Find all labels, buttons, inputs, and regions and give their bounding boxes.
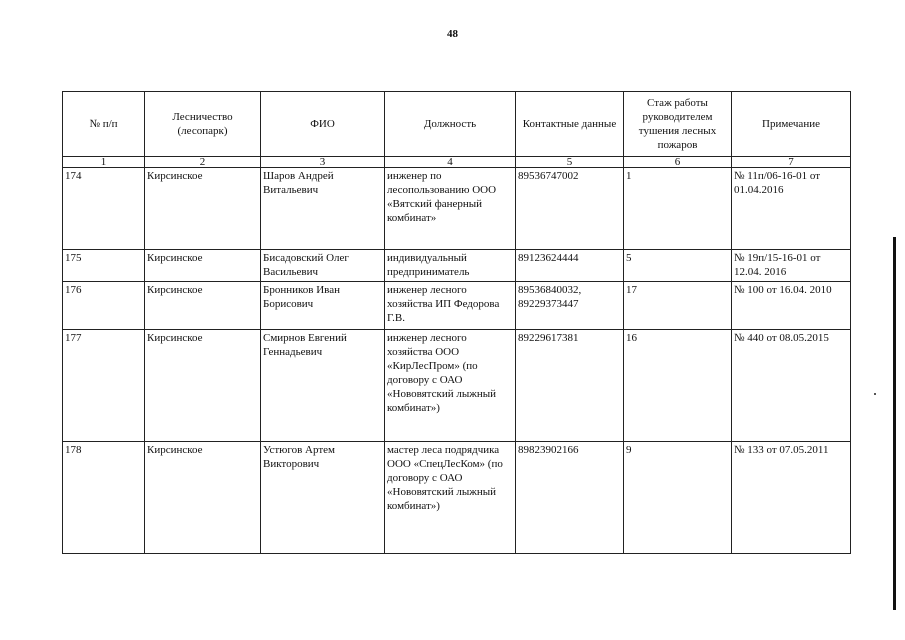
position-cell: инженер лесного хозяйства ООО «КирЛесПром» (по договору с ОАО «Нововятский лыжный комбинат») xyxy=(385,330,516,442)
position-cell: инженер по лесопользованию ООО «Вятский фанерный комбинат» xyxy=(385,168,516,250)
experience-cell: 5 xyxy=(624,250,732,282)
header-row xyxy=(63,92,851,157)
name-cell: Шаров Андрей Витальевич xyxy=(261,168,385,250)
forestry-cell: Кирсинское xyxy=(145,330,261,442)
row-number: 177 xyxy=(63,330,145,442)
forestry-cell: Кирсинское xyxy=(145,168,261,250)
scan-edge-bar xyxy=(893,237,896,610)
header-cell: Лесничество (лесопарк) xyxy=(145,92,261,157)
row-number: 176 xyxy=(63,282,145,330)
name-cell: Бронников Иван Борисович xyxy=(261,282,385,330)
experience-cell: 16 xyxy=(624,330,732,442)
column-number: 2 xyxy=(145,157,261,168)
table-row xyxy=(63,330,851,442)
experience-cell: 1 xyxy=(624,168,732,250)
contact-cell: 89123624444 xyxy=(516,250,624,282)
contact-cell: 89536840032, 89229373447 xyxy=(516,282,624,330)
note-cell: № 19п/15-16-01 от 12.04. 2016 xyxy=(732,250,851,282)
column-number: 3 xyxy=(261,157,385,168)
header-cell: Должность xyxy=(385,92,516,157)
row-number: 178 xyxy=(63,442,145,554)
forestry-cell: Кирсинское xyxy=(145,282,261,330)
forestry-cell: Кирсинское xyxy=(145,442,261,554)
column-number: 7 xyxy=(732,157,851,168)
row-number: 175 xyxy=(63,250,145,282)
foresters-table xyxy=(62,91,851,554)
table-row xyxy=(63,250,851,282)
note-cell: № 100 от 16.04. 2010 xyxy=(732,282,851,330)
header-cell: Примечание xyxy=(732,92,851,157)
column-number: 5 xyxy=(516,157,624,168)
contact-cell: 89536747002 xyxy=(516,168,624,250)
contact-cell: 89823902166 xyxy=(516,442,624,554)
forestry-cell: Кирсинское xyxy=(145,250,261,282)
header-cell: Стаж работы руководителем тушения лесных пожаров xyxy=(624,92,732,157)
position-cell: инженер лесного хозяйства ИП Федорова Г.В. xyxy=(385,282,516,330)
note-cell: № 440 от 08.05.2015 xyxy=(732,330,851,442)
name-cell: Смирнов Евгений Геннадьевич xyxy=(261,330,385,442)
experience-cell: 17 xyxy=(624,282,732,330)
contact-cell: 89229617381 xyxy=(516,330,624,442)
header-cell: Контактные данные xyxy=(516,92,624,157)
table-row xyxy=(63,168,851,250)
table-row xyxy=(63,282,851,330)
note-cell: № 11п/06-16-01 от 01.04.2016 xyxy=(732,168,851,250)
page-number: 48 xyxy=(447,28,458,40)
column-number-row xyxy=(63,157,851,168)
header-cell: ФИО xyxy=(261,92,385,157)
position-cell: мастер леса подрядчика ООО «СпецЛесКом» (по договору с ОАО «Нововятский лыжный комбинат») xyxy=(385,442,516,554)
column-number: 4 xyxy=(385,157,516,168)
experience-cell: 9 xyxy=(624,442,732,554)
position-cell: индивидуальный предприниматель xyxy=(385,250,516,282)
row-number: 174 xyxy=(63,168,145,250)
name-cell: Устюгов Артем Викторович xyxy=(261,442,385,554)
scan-speck xyxy=(874,393,876,395)
name-cell: Бисадовский Олег Васильевич xyxy=(261,250,385,282)
note-cell: № 133 от 07.05.2011 xyxy=(732,442,851,554)
column-number: 6 xyxy=(624,157,732,168)
table-row xyxy=(63,442,851,554)
header-cell: № п/п xyxy=(63,92,145,157)
column-number: 1 xyxy=(63,157,145,168)
